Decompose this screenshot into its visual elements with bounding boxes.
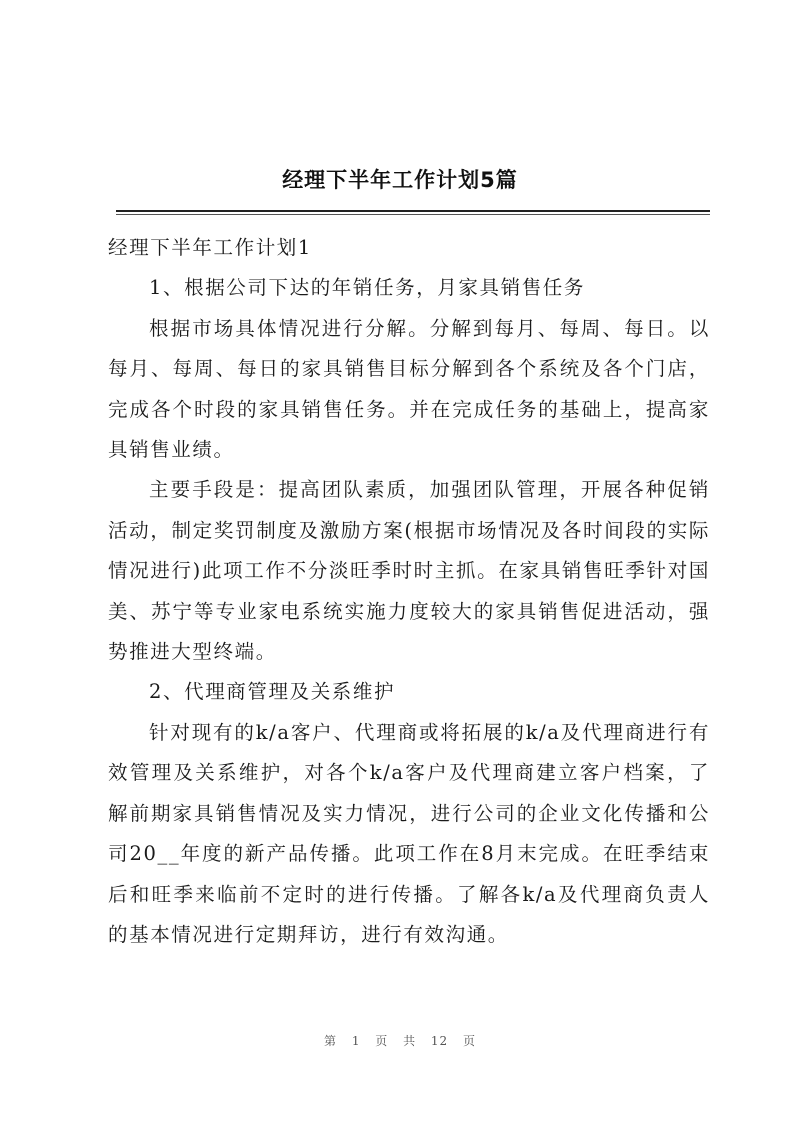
page-number: 第 1 页 共 12 页 [324, 1034, 476, 1048]
title-divider-thin [116, 214, 710, 215]
paragraph-4: 2、代理商管理及关系维护 [149, 680, 396, 704]
paragraph-2: 根据市场具体情况进行分解。分解到每月、每周、每日。以每月、每周、每日的家具销售目标分解到各个系统及各个门店，完成各个时段的家具销售任务。并在完成任务的基础上，提高家具销售业绩。 [108, 316, 710, 462]
section-heading: 经理下半年工作计划1 [108, 236, 312, 259]
page-title: 经理下半年工作计划5篇 [282, 168, 518, 192]
paragraph-1: 1、根据公司下达的年销任务，月家具销售任务 [149, 276, 586, 300]
paragraph-3: 主要手段是：提高团队素质，加强团队管理，开展各种促销活动，制定奖罚制度及激励方案(根据市场情况及各时间段的实际情况进行)此项工作不分淡旺季时时主抓。在家具销售旺季针对国美、苏宁等专业家电系统实施力度较大的家具销售促进活动，强势推进大型终端。 [108, 478, 710, 664]
title-divider [116, 210, 710, 212]
document-body [108, 228, 710, 955]
paragraph-5: 针对现有的k/a客户、代理商或将拓展的k/a及代理商进行有效管理及关系维护，对各个k/a客户及代理商建立客户档案，了解前期家具销售情况及实力情况，进行公司的企业文化传播和公司20__年度的新产品传播。此项工作在8月末完成。在旺季结束后和旺季来临前不定时的进行传播。了解各k/a及代理商负责人的基本情况进行定期拜访，进行有效沟通。 [108, 720, 710, 946]
